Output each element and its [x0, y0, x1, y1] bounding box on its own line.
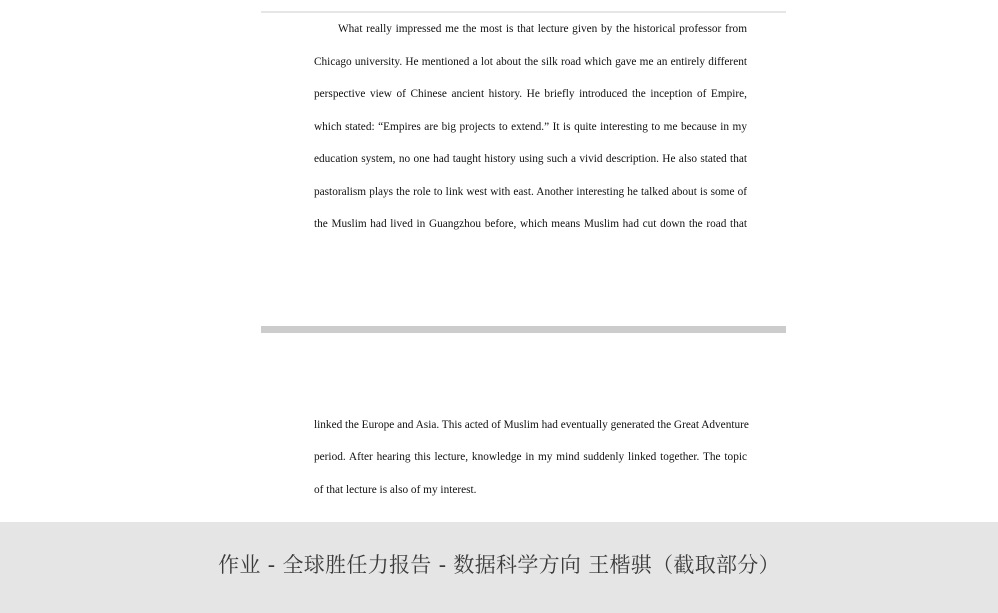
- page-top-edge: [261, 11, 786, 13]
- text-line: the Muslim had lived in Guangzhou before, which means Muslim had cut down the road that: [314, 218, 747, 230]
- text-line: perspective view of Chinese ancient history. He briefly introduced the inception of Empire,: [314, 88, 747, 100]
- caption-bar: [0, 522, 998, 613]
- text-line: of that lecture is also of my interest.: [314, 484, 477, 496]
- caption-text: 作业 - 全球胜任力报告 - 数据科学方向 王楷骐（截取部分）: [218, 553, 780, 577]
- text-line: period. After hearing this lecture, knowledge in my mind suddenly linked together. The topic: [314, 451, 747, 463]
- text-line: What really impressed me the most is that lecture given by the historical professor from: [338, 23, 747, 35]
- text-line: which stated: “Empires are big projects to extend.” It is quite interesting to me because in my: [314, 121, 747, 133]
- page-separator: [261, 326, 786, 333]
- text-line: Chicago university. He mentioned a lot about the silk road which gave me an entirely different: [314, 56, 747, 68]
- text-line: pastoralism plays the role to link west with east. Another interesting he talked about is some of: [314, 186, 747, 198]
- text-line: linked the Europe and Asia. This acted of Muslim had eventually generated the Great Adventure: [314, 419, 749, 431]
- text-line: education system, no one had taught history using such a vivid description. He also stated that: [314, 153, 747, 165]
